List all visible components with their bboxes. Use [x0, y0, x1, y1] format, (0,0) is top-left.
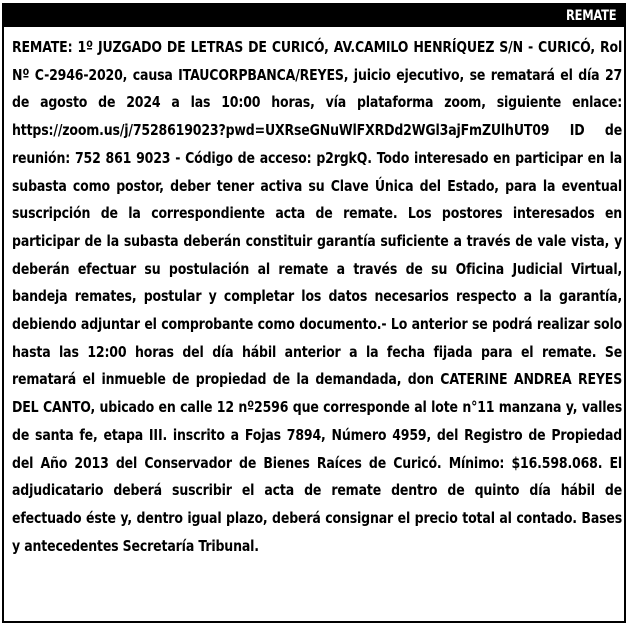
header-bar	[4, 5, 624, 27]
section-label: REMATE	[565, 8, 616, 24]
legal-notice-box	[2, 3, 626, 623]
notice-body-text: REMATE: 1º JUZGADO DE LETRAS DE CURICÓ, AV.CAMILO HENRÍQUEZ S/N - CURICÓ, Rol Nº C-2946-2020, causa ITAUCORPBANCA/REYES, juicio ejecutivo, se rematará el día 27 de agosto de 2024 a las 10:00 horas, vía plataforma zoom, siguiente enlace: https://zoom.us/j/7528619023?pwd=UXRseGNuWlFXRDd2WGl3ajFmZUlhUT09 ID de reunión: 752 861 9023 - Código de acceso: p2rgkQ. Todo interesado en participar en la subasta como postor, deber tener activa su Clave Única del Estado, para la eventual suscripción de la correspondiente acta de remate. Los postores interesados en participar de la subasta deberán constituir garantía suficiente a través de vale vista, y deberán efectuar su postulación al remate a través de su Oficina Judicial Virtual, bandeja remates, postular y completar los datos necesarios respecto a la garantía, debiendo adjuntar el comprobante como documento.- Lo anterior se podrá realizar solo hasta las 12:00 horas del día hábil anterior a la fecha fijada para el remate. Se rematará el inmueble de propiedad de la demandada, don CATERINE ANDREA REYES DEL CANTO, ubicado en calle 12 nº2596 que corresponde al lote n°11 manzana y, valles de santa fe, etapa III. inscrito a Fojas 7894, Número 4959, del Registro de Propiedad del Año 2013 del Conservador de Bienes Raíces de Curicó. Mínimo: $16.598.068. El adjudicatario deberá suscribir el acta de remate dentro de quinto día hábil de efectuado éste y, dentro igual plazo, deberá consignar el precio total al contado. Bases y antecedentes Secretaría Tribunal.	[12, 38, 623, 555]
